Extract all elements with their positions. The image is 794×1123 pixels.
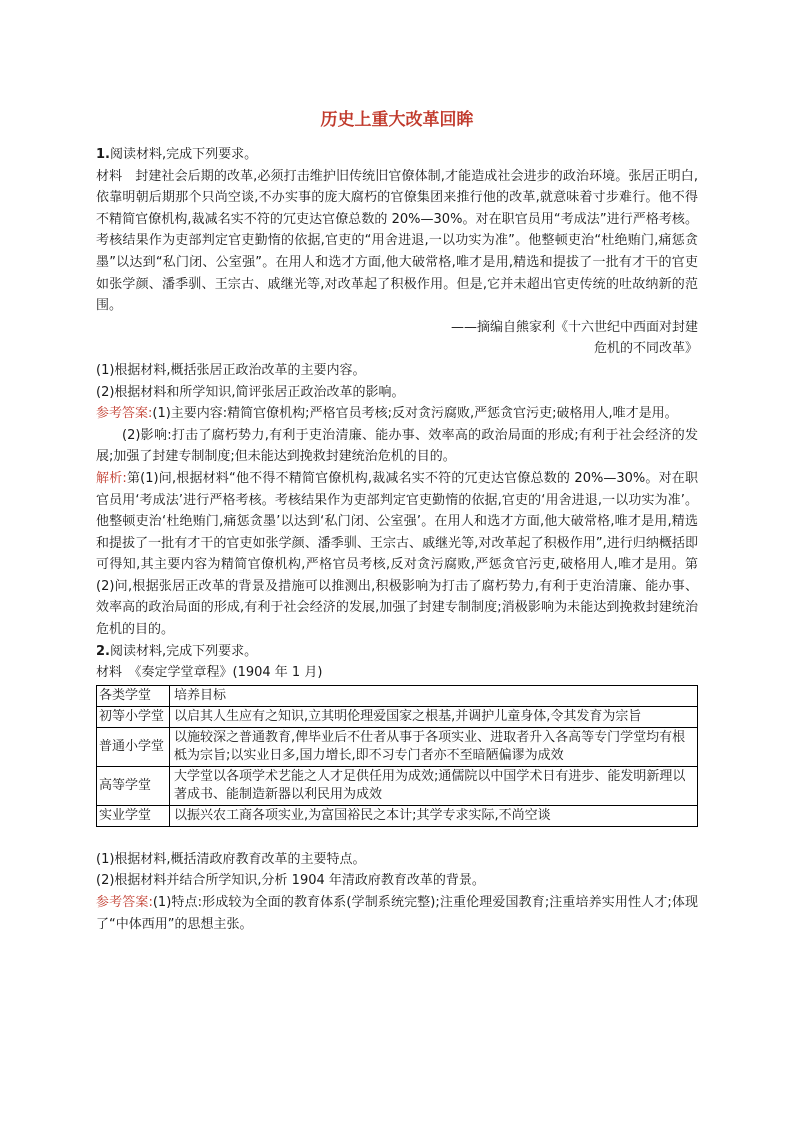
question-1-number: 1.	[96, 147, 110, 162]
question-1-prompt	[96, 144, 698, 166]
question-1-sub-1: (1)根据材料,概括张居正政治改革的主要内容。	[96, 362, 366, 378]
table-row	[97, 766, 698, 805]
table-cell-goal: 以振兴农工商各项实业,为富国裕民之本计;其学专求实际,不尚空谈	[170, 805, 698, 826]
question-2-answer-1	[96, 892, 698, 935]
table-cell-goal: 大学堂以各项学术艺能之人才足供任用为成效;通儒院以中国学术日有进步、能发明新理以著成书、能制造新器以利民用为成效	[170, 766, 698, 805]
table-cell-school: 实业学堂	[97, 805, 170, 826]
question-1-sub-2: (2)根据材料和所学知识,简评张居正政治改革的影响。	[96, 384, 405, 400]
question-1-analysis	[96, 468, 698, 641]
analysis-label: 解析:	[96, 470, 127, 486]
question-2-sub-2: (2)根据材料并结合所学知识,分析 1904 年清政府教育改革的背景。	[96, 873, 485, 889]
table-header-row	[97, 685, 698, 706]
question-1-answer-1	[96, 403, 698, 425]
table-cell-goal: 以施较深之普通教育,俾毕业后不仕者从事于各项实业、进取者升入各高等专门学堂均有根柢为宗旨;以实业日多,国力增长,即不习专门者亦不至暗陋偏谬为成效	[170, 727, 698, 766]
page-title: 历史上重大改革回眸	[320, 110, 474, 130]
material-source-line-1: ——摘编自熊家利《十六世纪中西面对封建	[450, 319, 698, 335]
question-1-answer-2: (2)影响:打击了腐朽势力,有利于吏治清廉、能办事、效率高的政治局面的形成;有利于社会经济的发展;加强了封建专制制度;但未能达到挽救封建统治危机的目的。	[96, 427, 698, 465]
answer-label: 参考答案:	[96, 895, 153, 911]
material-source-line-2: 危机的不同改革》	[593, 341, 698, 357]
table-header-cell: 培养目标	[170, 685, 698, 706]
question-1-prompt-text: 阅读材料,完成下列要求。	[109, 147, 258, 162]
answer-1-text: (1)主要内容:精简官僚机构;严格官员考核;反对贪污腐败,严惩贪官污吏;破格用人,唯才是用。	[152, 406, 678, 422]
table-cell-school: 普通小学堂	[97, 727, 170, 766]
table-cell-school: 初等小学堂	[97, 706, 170, 727]
answer-label: 参考答案:	[96, 406, 153, 422]
table-row	[97, 805, 698, 826]
document-content	[96, 106, 698, 935]
analysis-text: 第(1)问,根据材料“他不得不精简官僚机构,裁减名实不符的冗吏达官僚总数的 20%—30%。对在职官员用‘考成法’进行严格考核。考核结果作为吏部判定官吏勤惰的依据,官吏的‘用舍进退,一以功实为准’。他整顿吏治‘杜绝贿门,痛惩贪墨’以达到‘私门闭、公室强’。在用人和选才方面,他大破常格,唯才是用,精选和提拔了一批有才干的官吏如张学颜、潘季驯、王宗古、戚继光等,对改革起了积极作用”,进行归纳概括即可得知,其主要内容为精简官僚机构,严格官员考核,反对贪污腐败,严惩贪官污吏,破格用人,唯才是用。第(2)问,根据张居正改革的背景及措施可以推测出,积极影响为打击了腐朽势力,有利于吏治清廉、能办事、效率高的政治局面的形成,有利于社会经济的发展,加强了封建专制制度;消极影响为未能达到挽救封建统治危机的目的。	[96, 470, 698, 638]
table-cell-school: 高等学堂	[97, 766, 170, 805]
table-header-cell: 各类学堂	[97, 685, 170, 706]
question-1-material: 材料 封建社会后期的改革,必须打击维护旧传统旧官僚体制,才能造成社会进步的政治环境。张居正明白,依靠明朝后期那个只尚空谈,不办实事的庞大腐朽的官僚集团来推行他的改革,就意味着寸步难行。他不得不精简官僚机构,裁减名实不符的冗吏达官僚总数的 20%—30%。对在职官员用“考成法”进行严格考核。考核结果作为吏部判定官吏勤惰的依据,官吏的“用舍进退,一以功实为准”。他整顿吏治“杜绝贿门,痛惩贪墨”以达到“私门闭、公室强”。在用人和选才方面,他大破常格,唯才是用,精选和提拔了一批有才干的官吏如张学颜、潘季驯、王宗古、戚继光等,对改革起了积极作用。但是,它并未超出官吏传统的吐故纳新的范围。	[96, 168, 698, 314]
question-2-number: 2.	[96, 643, 110, 659]
question-2-material-caption: 材料 《奏定学堂章程》(1904 年 1 月)	[96, 665, 323, 681]
table-cell-goal: 以启其人生应有之知识,立其明伦理爱国家之根基,并调护儿童身体,令其发育为宗旨	[170, 706, 698, 727]
question-2-sub-1: (1)根据材料,概括清政府教育改革的主要特点。	[96, 851, 366, 867]
school-goals-table	[96, 685, 698, 827]
answer-1-text: (1)特点:形成较为全面的教育体系(学制系统完整);注重伦理爱国教育;注重培养实用性人才;体现了“中体西用”的思想主张。	[96, 895, 698, 932]
table-row	[97, 706, 698, 727]
question-2-prompt	[96, 641, 698, 663]
question-2-prompt-text: 阅读材料,完成下列要求。	[109, 643, 258, 659]
table-row	[97, 727, 698, 766]
